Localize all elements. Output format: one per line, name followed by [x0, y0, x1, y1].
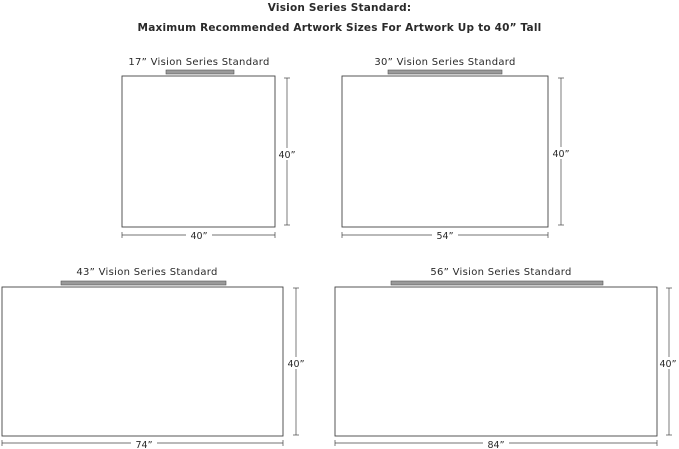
panel-17-inch	[122, 57, 298, 242]
height-label: 40”	[278, 150, 296, 161]
panel-caption: 30” Vision Series Standard	[374, 57, 516, 68]
panel-caption: 56” Vision Series Standard	[430, 267, 572, 278]
artwork-frame	[122, 76, 275, 227]
width-label: 40”	[190, 231, 208, 242]
width-label: 84”	[487, 440, 505, 449]
panel-caption: 17” Vision Series Standard	[128, 57, 270, 68]
height-label: 40”	[287, 359, 305, 370]
panel-56-inch	[335, 267, 679, 449]
height-label: 40”	[552, 149, 570, 160]
page-subtitle: Maximum Recommended Artwork Sizes For Artwork Up to 40” Tall	[137, 22, 542, 34]
artwork-frame	[335, 287, 657, 436]
panel-43-inch	[2, 267, 307, 449]
light-fixture	[166, 70, 234, 74]
light-fixture	[388, 70, 502, 74]
page-title: Vision Series Standard:	[267, 2, 412, 14]
height-label: 40”	[659, 359, 677, 370]
panel-caption: 43” Vision Series Standard	[76, 267, 218, 278]
light-fixture	[61, 281, 226, 285]
width-label: 74”	[135, 440, 153, 449]
light-fixture	[391, 281, 603, 285]
width-label: 54”	[436, 231, 454, 242]
artwork-frame	[2, 287, 283, 436]
artwork-frame	[342, 76, 548, 227]
panel-30-inch	[342, 57, 572, 242]
